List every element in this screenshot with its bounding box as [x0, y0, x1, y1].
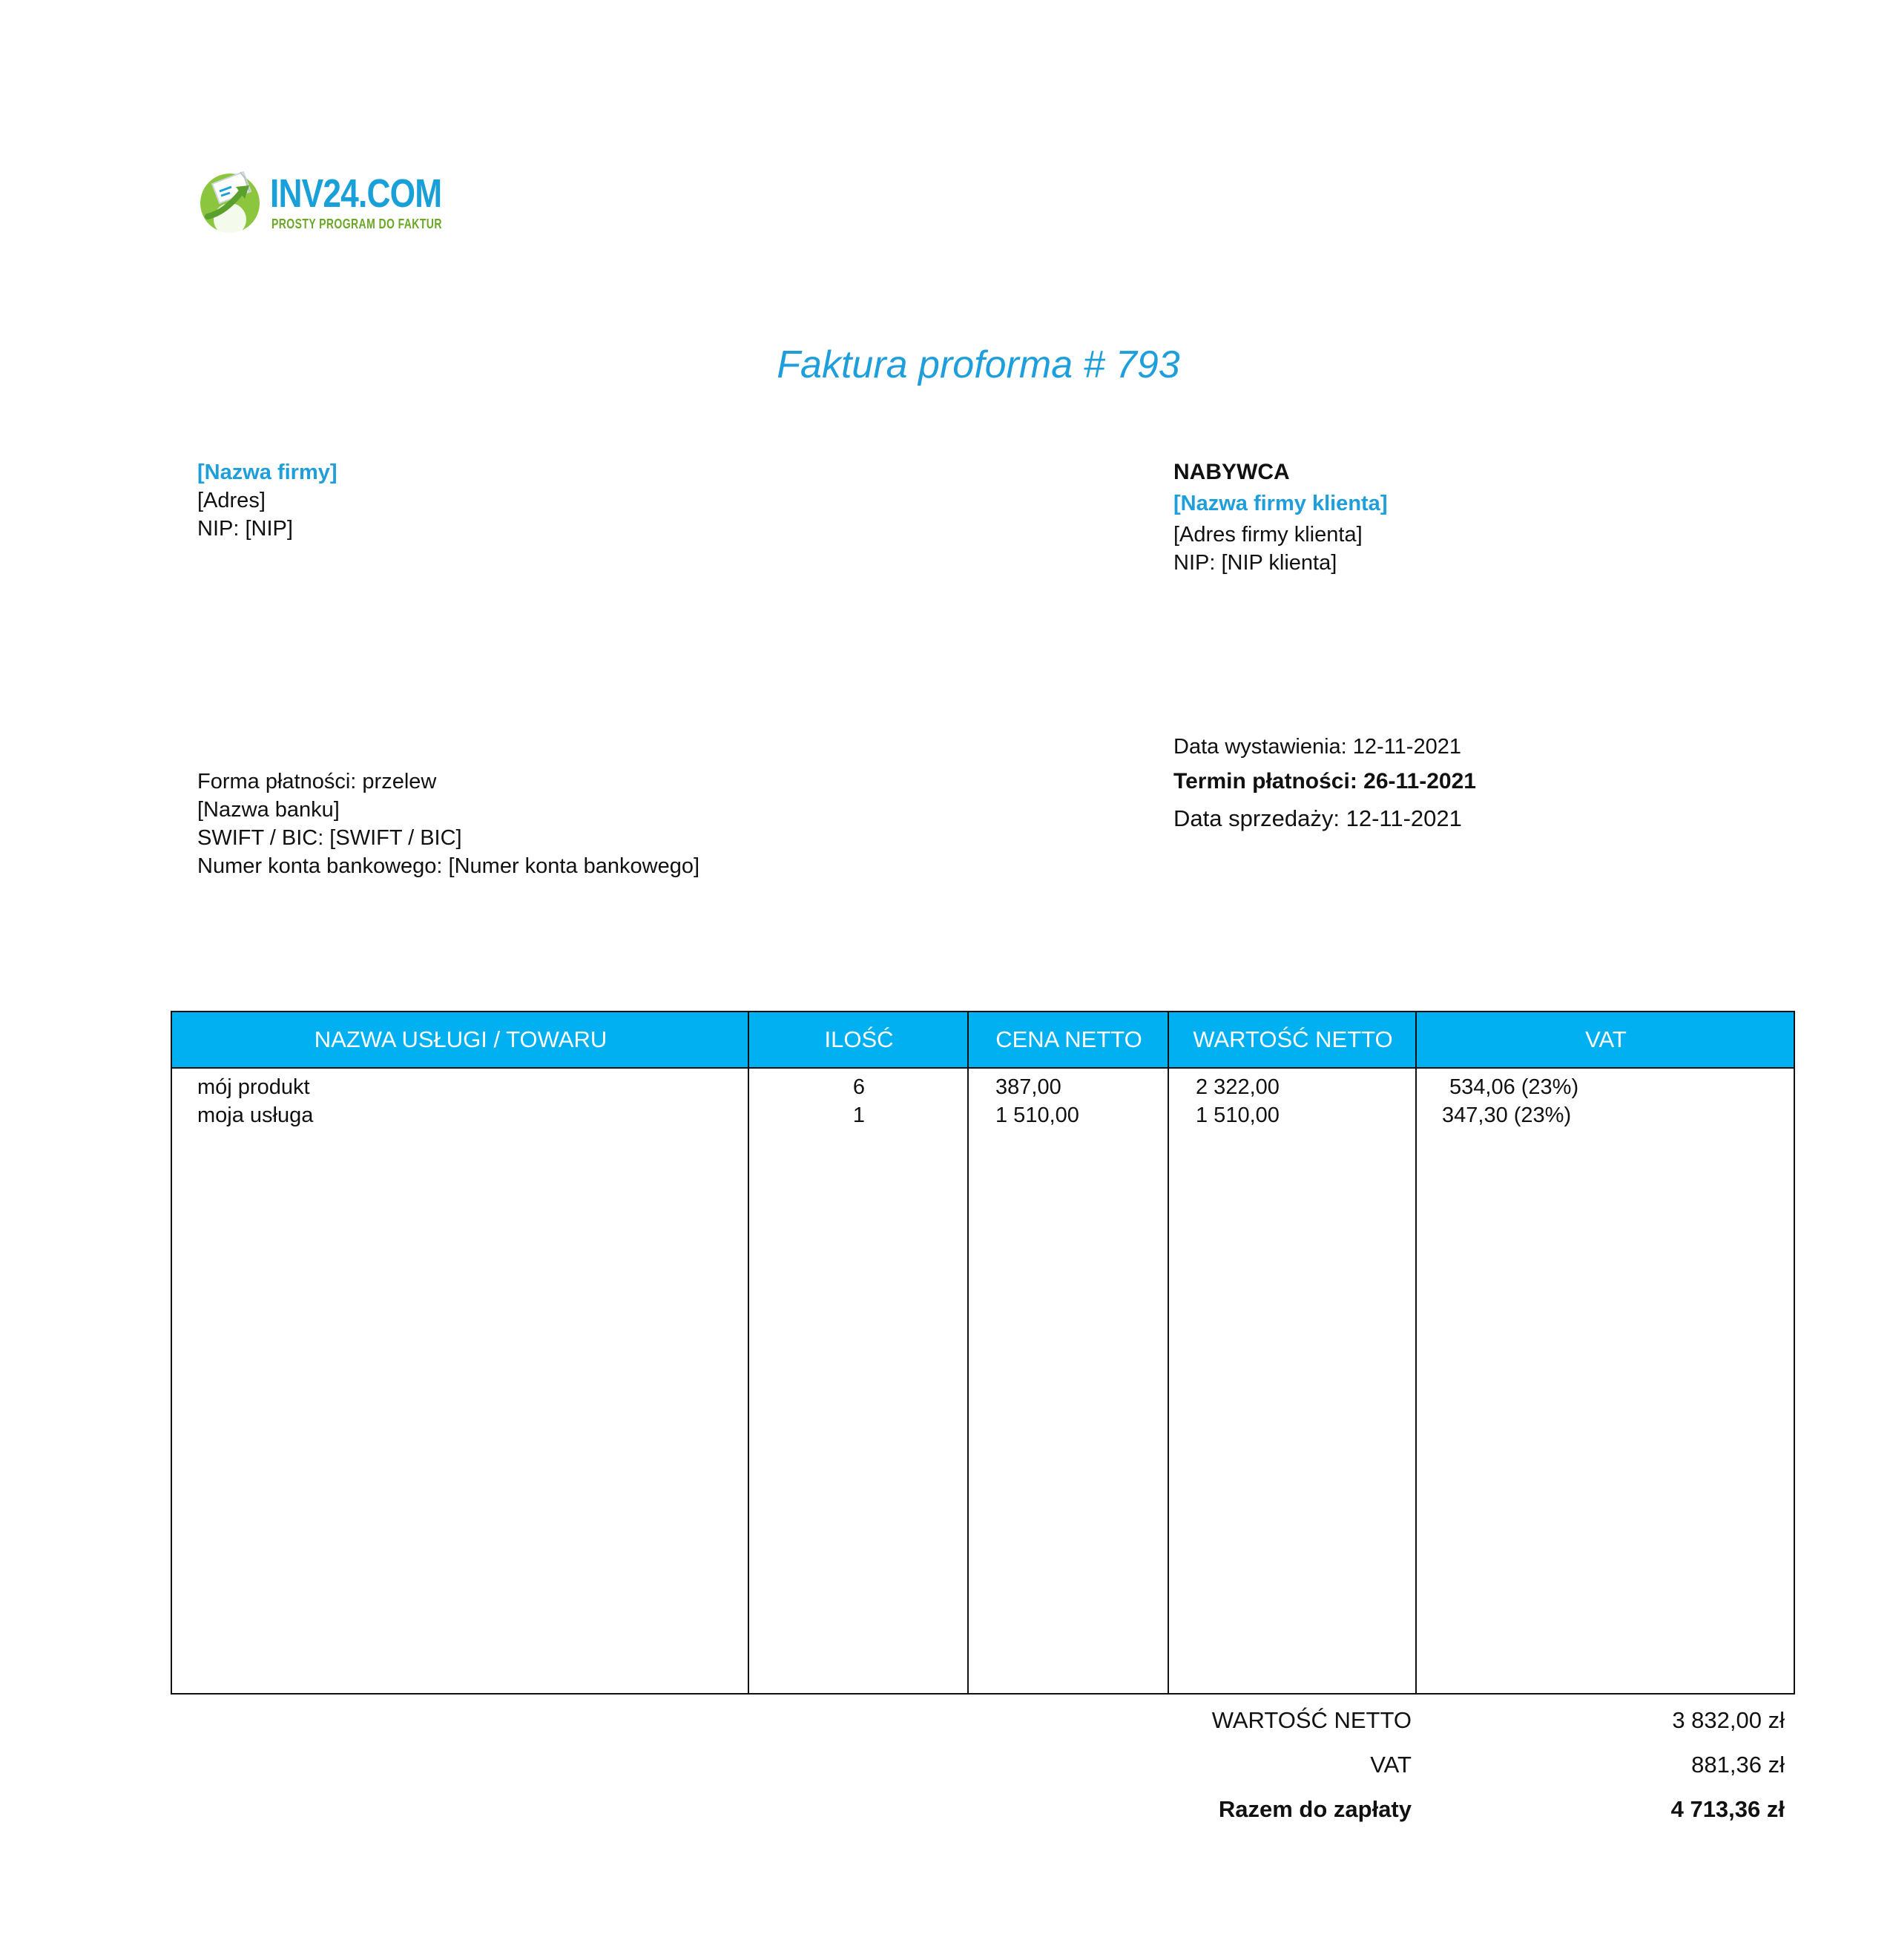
col-header-price: CENA NETTO	[995, 1026, 1142, 1052]
total-due-value: 4 713,36 zł	[1670, 1796, 1785, 1822]
col-header-vat: VAT	[1585, 1026, 1627, 1052]
seller-name: [Nazwa firmy]	[197, 461, 338, 484]
seller-address: [Adres]	[197, 489, 266, 512]
total-vat-label: VAT	[1370, 1752, 1412, 1778]
total-due-label: Razem do zapłaty	[1218, 1796, 1412, 1822]
seller-block	[197, 458, 338, 543]
row-2-name: moja usługa	[197, 1103, 314, 1127]
issue-date: Data wystawienia: 12-11-2021	[1173, 735, 1461, 759]
table-header	[172, 1012, 1794, 1069]
swift-code: SWIFT / BIC: [SWIFT / BIC]	[197, 826, 462, 850]
row-2-qty: 1	[852, 1103, 866, 1127]
row-1-qty: 6	[852, 1075, 866, 1099]
payment-block	[197, 768, 699, 880]
buyer-label: NABYWCA	[1173, 460, 1290, 484]
row-2-net: 1 510,00	[1196, 1103, 1280, 1127]
logo-brand-text: INV24.COM	[270, 171, 442, 216]
seller-nip: NIP: [NIP]	[197, 517, 293, 541]
payment-method: Forma płatności: przelew	[197, 770, 437, 793]
buyer-block	[1173, 458, 1387, 577]
total-vat-value: 881,36 zł	[1691, 1752, 1785, 1778]
due-date: Termin płatności: 26-11-2021	[1173, 769, 1476, 793]
row-1-price: 387,00	[995, 1075, 1061, 1099]
sale-date: Data sprzedaży: 12-11-2021	[1173, 805, 1462, 831]
row-1-name: mój produkt	[197, 1075, 310, 1099]
items-table	[171, 1011, 1795, 1695]
col-header-qty: ILOŚĆ	[824, 1026, 894, 1052]
bank-name: [Nazwa banku]	[197, 798, 340, 822]
bank-account: Numer konta bankowego: [Numer konta bankowego]	[197, 854, 700, 878]
logo-tagline: PROSTY PROGRAM DO FAKTUR	[271, 217, 442, 231]
company-logo	[197, 162, 442, 243]
row-1-vat: 534,06 (23%)	[1449, 1075, 1579, 1099]
row-2-price: 1 510,00	[995, 1103, 1079, 1127]
invoice-logo-icon	[197, 162, 269, 239]
buyer-nip: NIP: [NIP klienta]	[1173, 551, 1337, 575]
column-divider	[1415, 1012, 1417, 1693]
buyer-name: [Nazwa firmy klienta]	[1173, 492, 1388, 515]
total-net-value: 3 832,00 zł	[1672, 1707, 1785, 1733]
buyer-address: [Adres firmy klienta]	[1173, 523, 1363, 547]
row-1-net: 2 322,00	[1196, 1075, 1280, 1099]
row-2-vat: 347,30 (23%)	[1442, 1103, 1572, 1127]
invoice-title: Faktura proforma # 793	[777, 343, 1180, 386]
dates-block	[1173, 730, 1476, 837]
col-header-name: NAZWA USŁUGI / TOWARU	[314, 1026, 608, 1052]
col-header-net: WARTOŚĆ NETTO	[1193, 1026, 1393, 1052]
total-net-label: WARTOŚĆ NETTO	[1211, 1707, 1412, 1733]
column-divider	[1168, 1012, 1169, 1693]
